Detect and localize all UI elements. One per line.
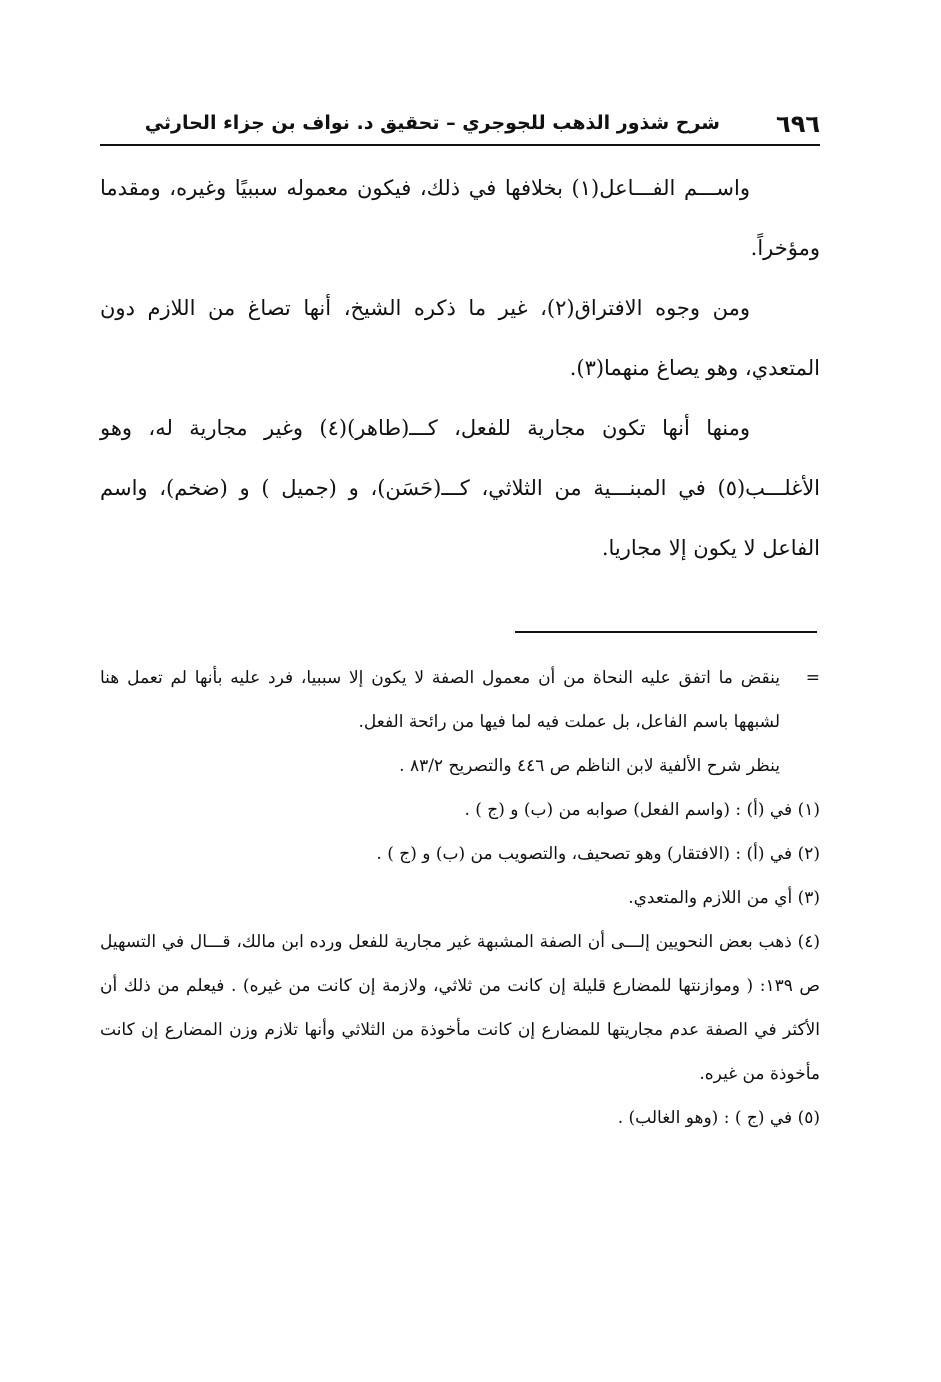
running-title: شرح شذور الذهب للجوجري – تحقيق د. نواف بن جزاء الحارثي (144, 112, 720, 134)
footnote-2: (٢) في (أ) : (الافتقار) وهو تصحيف، والتصويب من (ب) و (ج ) . (376, 844, 820, 864)
footnote-reference: ينظر شرح الألفية لابن الناظم ص ٤٤٦ والتصريح ٨٣/٢ . (399, 756, 780, 776)
body-paragraph: ومن وجوه الافتراق(٢)، غير ما ذكره الشيخ، أنها تصاغ من اللازم دون المتعدي، وهو يصاغ منهما(٣). (100, 296, 820, 380)
footnote-separator (515, 631, 817, 633)
footnote-continuation (100, 656, 820, 744)
continuation-text: ينقض ما اتفق عليه النحاة من أن معمول الصفة لا يكون إلا سببيا، فرد عليه بأنها لم تعمل هنا لشبهها باسم الفاعل، بل عملت فيه لما فيها من رائحة الفعل. (100, 668, 780, 732)
footnote-1: (١) في (أ) : (واسم الفعل) صوابه من (ب) و (ج ) . (464, 800, 820, 820)
continuation-marker: = (805, 668, 820, 688)
footnote-5: (٥) في (ج ) : (وهو الغالب) . (617, 1108, 820, 1128)
footnotes (100, 656, 820, 1140)
footnote-3: (٣) أي من اللازم والمتعدي. (628, 888, 820, 908)
body-paragraph: ومنها أنها تكون مجارية للفعل، كـــ(طاهر)(٤) وغير مجارية له، وهو الأغلـــب(٥) في المبنـــية من الثلاثي، كـــ(حَسَن)، و (جميل ) و (ضخم)، واسم الفاعل لا يكون إلا مجاريا. (100, 416, 820, 560)
footnote-4: (٤) ذهب بعض النحويين إلـــى أن الصفة المشبهة غير مجارية للفعل ورده ابن مالك، قـــال في التسهيل ص ١٣٩: ( وموازنتها للمضارع قليلة إن كانت من ثلاثي، ولازمة إن كانت من غيره) . فيعلم من ذلك أن الأكثر في الصفة عدم مجاريتها للمضارع إن كانت مأخوذة من الثلاثي وأنها تلازم وزن المضارع إن كانت مأخوذة من غيره. (100, 932, 820, 1084)
body-paragraph: واســـم الفـــاعل(١) بخلافها في ذلك، فيكون معموله سببيًا وغيره، ومقدما ومؤخراً. (100, 176, 820, 260)
page-header (100, 108, 820, 146)
page-number: ٦٩٦ (776, 110, 820, 138)
main-text (100, 158, 820, 578)
